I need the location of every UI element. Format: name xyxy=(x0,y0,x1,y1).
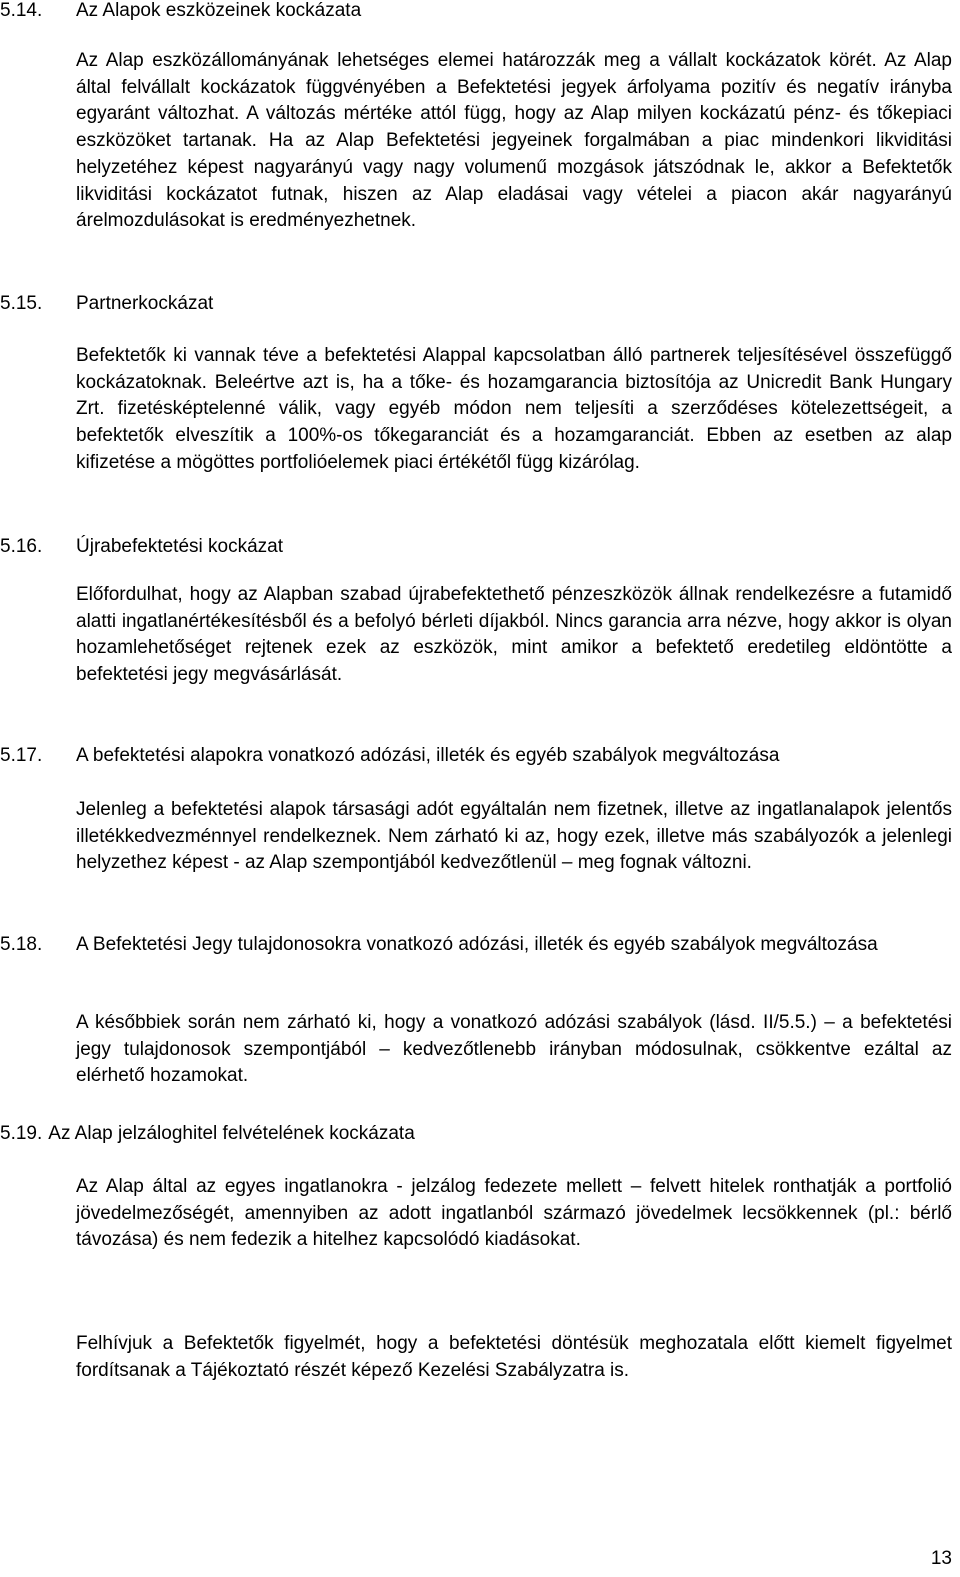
section-paragraph: Jelenleg a befektetési alapok társasági adót egyáltalán nem fizetnek, illetve az ingatlanalapok jelentős illetékkedvezménnyel rendelkeznek. Nem zárható ki az, hogy ezek, illetve más szabályozók a jelenlegi helyzethez képest - az Alap szempontjából kedvezőtlenül – meg fognak változni. xyxy=(76,799,952,874)
section-paragraph: Befektetők ki vannak téve a befektetési Alappal kapcsolatban álló partnerek teljesítésével összefüggő kockázatoknak. Beleértve azt is, ha a tőke- és hozamgarancia biztosítója az Unicredit Bank Hungary Zrt. fizetésképtelenné válik, vagy egyéb módon nem teljesíti a szerződéses kötelezettségeit, a befektetők elveszítik a 100%-os tőkegaranciát és a hozamgaranciát. Ebben az esetben az alap kifizetése a mögöttes portfolióelemek piaci értékétől függ kizárólag. xyxy=(76,345,952,473)
section-title: Az Alap jelzáloghitel felvételének kockázata xyxy=(48,1123,415,1144)
section-heading-5-18 xyxy=(0,932,952,958)
section-title: Partnerkockázat xyxy=(76,293,214,314)
section-paragraph: Az Alap által az egyes ingatlanokra - jelzálog fedezete mellett – felvett hitelek ronthatják a portfolió jövedelmezőségét, amennyiben az adott ingatlanból származó jövedelmek lecsökkennek (pl.: bérlő távozása) és nem fedezik a hitelhez kapcsolódó kiadásokat. xyxy=(76,1176,952,1251)
section-title: Az Alapok eszközeinek kockázata xyxy=(76,0,362,21)
section-heading-5-16 xyxy=(0,534,952,560)
section-heading-5-14 xyxy=(0,0,952,24)
section-number: 5.14. xyxy=(0,0,43,21)
section-title: A befektetési alapokra vonatkozó adózási, illeték és egyéb szabályok megváltozása xyxy=(76,745,780,766)
section-heading-5-17 xyxy=(0,743,952,769)
section-heading-5-19 xyxy=(0,1121,952,1147)
section-paragraph: A későbbiek során nem zárható ki, hogy a vonatkozó adózási szabályok (lásd. II/5.5.) – a befektetési jegy tulajdonosok szempontjából – kedvezőtlenebb irányban módosulnak, csökkentve ezáltal az elérhető hozamokat. xyxy=(76,1012,952,1087)
section-title: A Befektetési Jegy tulajdonosokra vonatkozó adózási, illeték és egyéb szabályok megváltozása xyxy=(76,934,878,955)
page-number: 13 xyxy=(930,1548,952,1569)
section-number: 5.15. xyxy=(0,293,43,314)
section-title: Újrabefektetési kockázat xyxy=(76,536,283,557)
section-paragraph: Előfordulhat, hogy az Alapban szabad újrabefektethető pénzeszközök állnak rendelkezésre a futamidő alatti ingatlanértékesítésből és a befolyó bérleti díjakból. Nincs garancia arra nézve, hogy akkor is olyan hozamlehetőséget rejtenek ezek az eszközök, mint amikor a befektető eredetileg eldöntötte a befektetési jegy megvásárlását. xyxy=(76,584,952,686)
section-heading-5-15 xyxy=(0,291,952,317)
section-number: 5.18. xyxy=(0,934,43,955)
section-number: 5.16. xyxy=(0,536,43,557)
section-number: 5.17. xyxy=(0,745,43,766)
section-paragraph: Az Alap eszközállományának lehetséges elemei határozzák meg a vállalt kockázatok körét. Az Alap által felvállalt kockázatok függvényében a Befektetési jegyek árfolyama pozitív és negatív irányba egyaránt változhat. A változás mértéke attól függ, hogy az Alap milyen kockázatú pénz- és tőkepiaci eszközöket tartanak. Ha az Alap Befektetési jegyeinek forgalmában a piac mindenkori likviditási helyzetéhez képest nagyarányú vagy nagy volumenű mozgások játszódnak le, akkor a Befektetők likviditási kockázatot futnak, hiszen az Alap eladásai vagy vételei a piacon akár nagyarányú árelmozdulásokat is eredményezhetnek. xyxy=(76,50,952,232)
closing-paragraph: Felhívjuk a Befektetők figyelmét, hogy a befektetési döntésük meghozatala előtt kiemelt figyelmet fordítsanak a Tájékoztató részét képező Kezelési Szabályzatra is. xyxy=(76,1333,952,1381)
section-number: 5.19. xyxy=(0,1123,43,1144)
